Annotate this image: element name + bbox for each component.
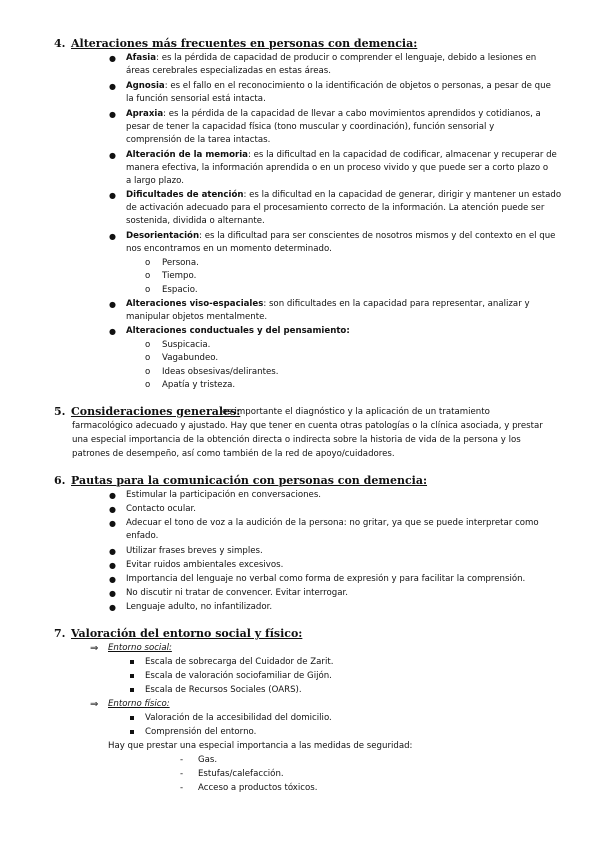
list-item-continuation: sostenida, dividida o alternante. — [126, 216, 265, 226]
list-item: Estimular la participación en conversaciones. — [126, 490, 322, 500]
list-item-continuation: manipular objetos mentalmente. — [126, 312, 268, 322]
section-6-heading — [54, 474, 427, 487]
bullet-icon: ● — [109, 110, 116, 119]
bullet-icon: ● — [109, 82, 116, 91]
dash-bullet-icon: - — [180, 769, 184, 779]
list-item-continuation: comprensión de la tarea intactas. — [126, 135, 271, 145]
paragraph-line: farmacológico adecuado y ajustado. Hay que tener en cuenta otras patologías o la clínica asociada, y prestar — [72, 421, 543, 431]
bullet-icon: ● — [109, 300, 116, 309]
sub-item: Apatía y tristeza. — [162, 380, 236, 390]
bullet-icon: ● — [109, 327, 116, 336]
dash-bullet-icon: - — [180, 783, 184, 793]
sub-item: Comprensión del entorno. — [145, 727, 257, 737]
circle-bullet-icon: o — [145, 353, 151, 363]
list-item: No discutir ni tratar de convencer. Evitar interrogar. — [126, 588, 348, 598]
sub-item: Tiempo. — [162, 271, 197, 281]
sub-item: Persona. — [162, 258, 199, 268]
bullet-icon: ● — [109, 603, 116, 612]
bullet-icon: ● — [109, 191, 116, 200]
sub-item: Gas. — [198, 755, 218, 765]
circle-bullet-icon: o — [145, 258, 151, 268]
square-bullet-icon — [130, 688, 134, 692]
sub-item: Escala de valoración sociofamiliar de Gijón. — [145, 671, 332, 681]
bullet-icon: ● — [109, 589, 116, 598]
sub-item: Ideas obsesivas/delirantes. — [162, 367, 279, 377]
list-item-continuation: a largo plazo. — [126, 176, 184, 186]
arrow-right-icon: ⇒ — [90, 643, 99, 654]
list-item: Utilizar frases breves y simples. — [126, 546, 263, 556]
sub-item: Espacio. — [162, 285, 198, 295]
square-bullet-icon — [130, 730, 134, 734]
list-item: Lenguaje adulto, no infantilizador. — [126, 602, 273, 612]
list-item-continuation: pesar de tener la capacidad física (tono muscular y coordinación), función sensorial y — [126, 122, 495, 132]
paragraph-line: una especial importancia de la obtención directa o indirecta sobre la historia de vida de la persona y los — [72, 435, 521, 445]
list-item-apraxia: Apraxia: es la pérdida de la capacidad de llevar a cabo movimientos aprendidos y cotidianos, a — [126, 109, 541, 119]
list-item-desorientacion: Desorientación: es la dificultad para ser conscientes de nosotros mismos y del contexto en el que — [126, 231, 556, 241]
square-bullet-icon — [130, 674, 134, 678]
bullet-icon: ● — [109, 561, 116, 570]
section-title: Pautas para la comunicación con personas con demencia: — [71, 474, 428, 487]
circle-bullet-icon: o — [145, 380, 151, 390]
section-title: Alteraciones más frecuentes en personas con demencia: — [71, 37, 418, 50]
bullet-icon: ● — [109, 491, 116, 500]
sub-item: Estufas/calefacción. — [198, 769, 284, 779]
list-item-continuation: manera efectiva, la información aprendida o en un proceso vivido y que puede ser a corto plazo o — [126, 163, 549, 173]
subheading-entorno-social: Entorno social: — [108, 643, 172, 653]
bullet-icon: ● — [109, 232, 116, 241]
section-title: Consideraciones generales: — [71, 405, 241, 418]
list-item-continuation: áreas cerebrales especializadas en estas áreas. — [126, 66, 331, 76]
list-item: Contacto ocular. — [126, 504, 196, 514]
list-item-atencion: Dificultades de atención: es la dificultad en la capacidad de generar, dirigir y mantener un estado — [126, 190, 562, 200]
sub-item: Vagabundeo. — [162, 353, 219, 363]
list-item-agnosia: Agnosia: es el fallo en el reconocimiento o la identificación de objetos o personas, a pesar de que — [126, 81, 551, 91]
bullet-icon: ● — [109, 151, 116, 160]
list-item-continuation: la función sensorial está intacta. — [126, 94, 266, 104]
sub-item: Escala de sobrecarga del Cuidador de Zarit. — [145, 657, 334, 667]
square-bullet-icon — [130, 660, 134, 664]
section-number: 6. — [54, 474, 66, 487]
list-item-afasia: Afasia: es la pérdida de capacidad de producir o comprender el lenguaje, debido a lesiones en — [126, 53, 537, 63]
section-number: 4. — [54, 37, 66, 50]
dash-bullet-icon: - — [180, 755, 184, 765]
list-item-visoespaciales: Alteraciones viso-espaciales: son dificultades en la capacidad para representar, analizar y — [126, 299, 530, 309]
paragraph-line: Hay que prestar una especial importancia a las medidas de seguridad: — [108, 741, 413, 751]
bullet-icon: ● — [109, 519, 116, 528]
paragraph-line: es importante el diagnóstico y la aplicación de un tratamiento — [222, 407, 490, 417]
sub-item: Suspicacia. — [162, 340, 211, 350]
section-4-heading — [54, 37, 417, 50]
bullet-icon: ● — [109, 54, 116, 63]
list-item-continuation: de activación adecuado para el procesamiento correcto de la información. La atención puede ser — [126, 203, 545, 213]
list-item-continuation: enfado. — [126, 531, 159, 541]
section-5-heading — [54, 405, 240, 418]
arrow-right-icon: ⇒ — [90, 699, 99, 710]
section-7-heading — [54, 627, 302, 640]
list-item-conductuales: Alteraciones conductuales y del pensamiento: — [126, 326, 350, 336]
bullet-icon: ● — [109, 505, 116, 514]
circle-bullet-icon: o — [145, 285, 151, 295]
sub-item: Valoración de la accesibilidad del domicilio. — [145, 713, 332, 723]
bullet-icon: ● — [109, 547, 116, 556]
section-number: 7. — [54, 627, 66, 640]
list-item-memoria: Alteración de la memoria: es la dificultad en la capacidad de codificar, almacenar y recuperar de — [126, 150, 557, 160]
subheading-entorno-fisico: Entorno físico: — [108, 699, 170, 709]
section-title: Valoración del entorno social y físico: — [71, 627, 303, 640]
square-bullet-icon — [130, 716, 134, 720]
sub-item: Acceso a productos tóxicos. — [198, 783, 318, 793]
paragraph-line: patrones de desempeño, así como también de la red de apoyo/cuidadores. — [72, 449, 395, 459]
section-number: 5. — [54, 405, 66, 418]
list-item: Evitar ruidos ambientales excesivos. — [126, 560, 284, 570]
sub-item: Escala de Recursos Sociales (OARS). — [145, 685, 302, 695]
bullet-icon: ● — [109, 575, 116, 584]
circle-bullet-icon: o — [145, 271, 151, 281]
circle-bullet-icon: o — [145, 367, 151, 377]
list-item: Adecuar el tono de voz a la audición de la persona: no gritar, ya que se puede interpretar como — [126, 518, 539, 528]
list-item-continuation: nos encontramos en un momento determinado. — [126, 244, 332, 254]
list-item: Importancia del lenguaje no verbal como forma de expresión y para facilitar la comprensión. — [126, 574, 526, 584]
circle-bullet-icon: o — [145, 340, 151, 350]
